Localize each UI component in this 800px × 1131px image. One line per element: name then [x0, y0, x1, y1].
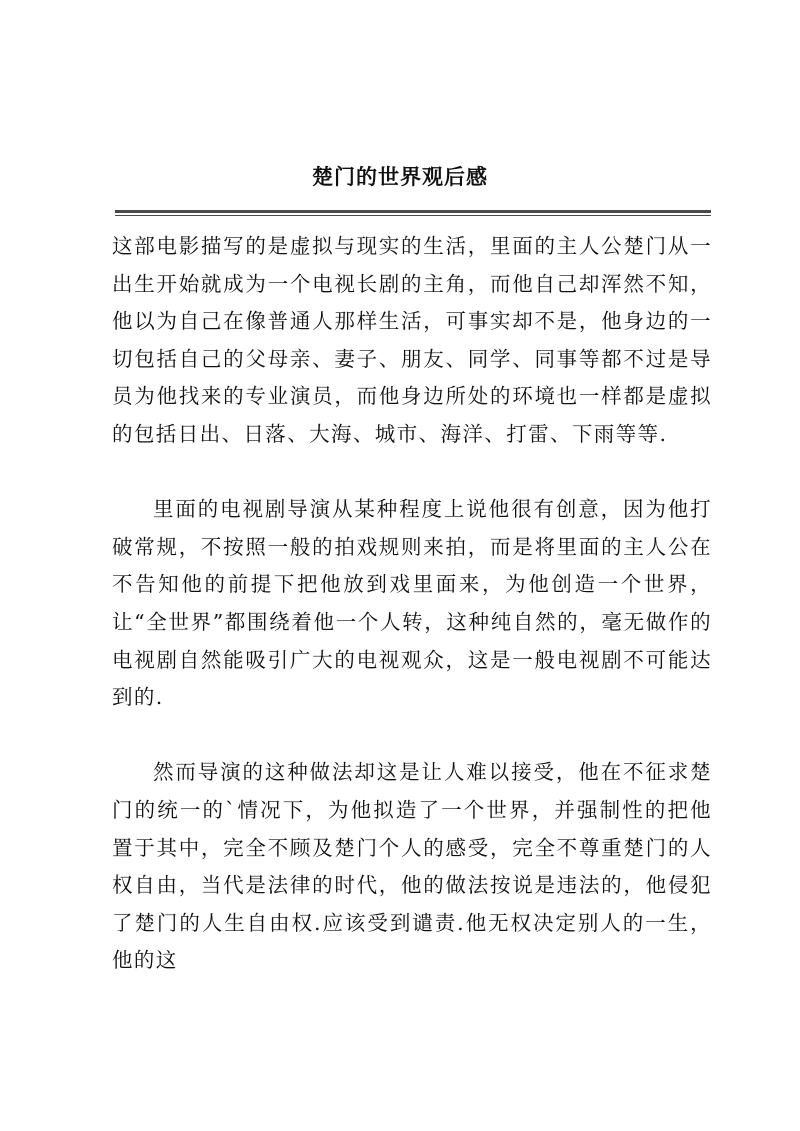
- title-rule-thin: [115, 215, 711, 216]
- page-title: 楚门的世界观后感: [312, 164, 488, 189]
- paragraph-3: 然而导演的这种做法却这是让人难以接受，他在不征求楚门的统一的`情况下，为他拟造了一个世界，并强制性的把他置于其中，完全不顾及楚门个人的感受，完全不尊重楚门的人权自由，当代是法律的时代，他的做法按说是违法的，他侵犯了楚门的人生自由权.应该受到谴责.他无权决定别人的一生，他的这: [112, 760, 712, 973]
- paragraph-2: 里面的电视剧导演从某种程度上说他很有创意，因为他打破常规，不按照一般的拍戏规则来拍，而是将里面的主人公在不告知他的前提下把他放到戏里面来，为他创造一个世界，让“全世界”都围绕着他一个人转，这种纯自然的，毫无做作的电视剧自然能吸引广大的电视观众，这是一般电视剧不可能达到的.: [112, 497, 712, 710]
- paragraph-1: 这部电影描写的是虚拟与现实的生活，里面的主人公楚门从一出生开始就成为一个电视长剧的主角，而他自己却浑然不知，他以为自己在像普通人那样生活，可事实却不是，他身边的一切包括自己的父母亲、妻子、朋友、同学、同事等都不过是导员为他找来的专业演员，而他身边所处的环境也一样都是虚拟的包括日出、日落、大海、城市、海洋、打雷、下雨等等.: [112, 234, 712, 446]
- title-rule-thick: [115, 210, 711, 213]
- document-body: [112, 228, 712, 980]
